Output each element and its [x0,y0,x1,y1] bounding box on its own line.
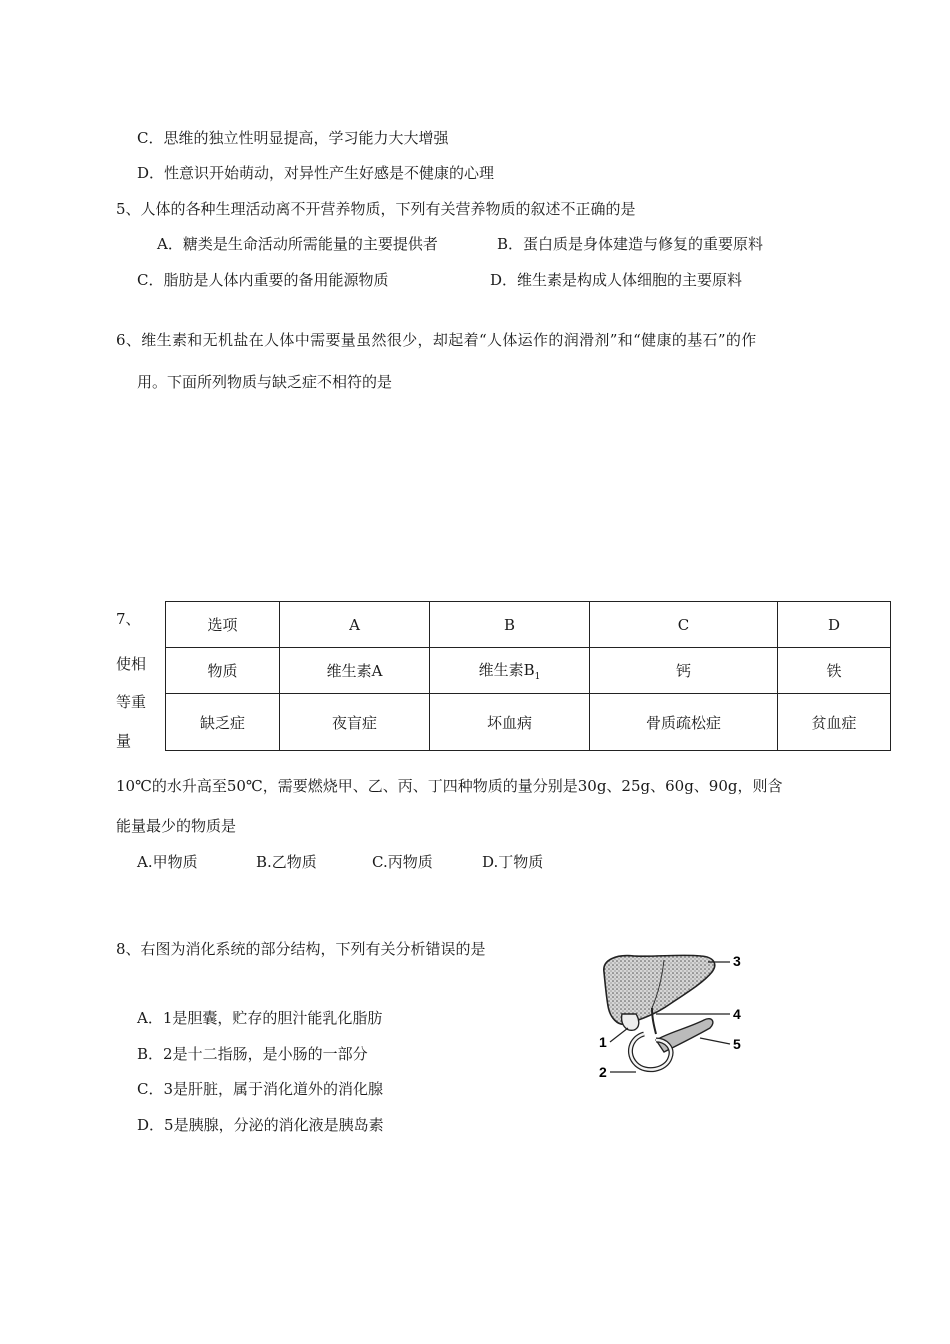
figure-label-3: 3 [733,953,741,969]
table-cell: 夜盲症 [280,694,430,751]
table-cell: 钙 [590,648,778,694]
table-cell: 贫血症 [778,694,891,751]
q7-stem-line1: 10℃的水升高至50℃，需要燃烧甲、乙、丙、丁四种物质的量分别是30g、25g、60g、90g，则含 [116,777,783,795]
table-cell: 物质 [166,648,280,694]
figure-label-5: 5 [733,1036,741,1052]
q5-option-c: C．脂肪是人体内重要的备用能源物质 [137,271,389,289]
table-cell: 维生素A [280,648,430,694]
q4-option-d: D．性意识开始萌动，对异性产生好感是不健康的心理 [137,164,495,182]
q8-option-c: C．3是肝脏，属于消化道外的消化腺 [137,1080,384,1098]
q7-stem-line2: 能量最少的物质是 [116,817,237,835]
digestive-system-figure [596,948,756,1088]
header-cell: 选项 [166,602,280,648]
figure-label-2: 2 [599,1064,607,1080]
header-cell: B [430,602,590,648]
q7-option-a: A.甲物质 [137,853,198,871]
q4-option-c: C．思维的独立性明显提高，学习能力大大增强 [137,129,449,147]
table-cell: 缺乏症 [166,694,280,751]
table-row-deficiency [166,694,891,751]
figure-label-4: 4 [733,1006,741,1022]
q7-side-char-3: 等重 [116,693,147,711]
q5-stem: 5、人体的各种生理活动离不开营养物质，下列有关营养物质的叙述不正确的是 [116,200,636,218]
q8-stem: 8、右图为消化系统的部分结构，下列有关分析错误的是 [116,940,486,958]
q6-options-table [165,601,891,751]
q7-side-char-4: 量 [116,732,132,750]
gallbladder-shape [622,1014,639,1030]
header-cell: A [280,602,430,648]
q6-stem-line1: 6、维生素和无机盐在人体中需要量虽然很少，却起着“人体运作的润滑剂”和“健康的基石”的作 [116,331,757,349]
q7-side-char-2: 使相 [116,655,147,673]
q7-option-d: D.丁物质 [482,853,544,871]
q6-stem-line2: 用。下面所列物质与缺乏症不相符的是 [137,373,393,391]
table-header-row [166,602,891,648]
table-cell: 骨质疏松症 [590,694,778,751]
table-cell: 坏血病 [430,694,590,751]
vitamin-b-label: 维生素B [478,661,535,679]
header-cell: D [778,602,891,648]
table-cell: 铁 [778,648,891,694]
q8-option-b: B．2是十二指肠，是小肠的一部分 [137,1045,368,1063]
q7-option-c: C.丙物质 [372,853,433,871]
table-cell [430,648,590,694]
figure-label-1: 1 [599,1034,607,1050]
table-row-substance [166,648,891,694]
q7-side-char-1: 7、 [116,610,141,628]
q7-option-b: B.乙物质 [256,853,317,871]
pancreas-shape [656,1019,713,1052]
q5-option-a: A．糖类是生命活动所需能量的主要提供者 [157,235,438,253]
q5-option-d: D．维生素是构成人体细胞的主要原料 [490,271,743,289]
vitamin-b-subscript: 1 [534,672,541,682]
header-cell: C [590,602,778,648]
q8-option-d: D．5是胰腺，分泌的消化液是胰岛素 [137,1116,384,1134]
q8-option-a: A．1是胆囊，贮存的胆汁能乳化脂肪 [137,1009,383,1027]
q5-option-b: B．蛋白质是身体建造与修复的重要原料 [497,235,764,253]
